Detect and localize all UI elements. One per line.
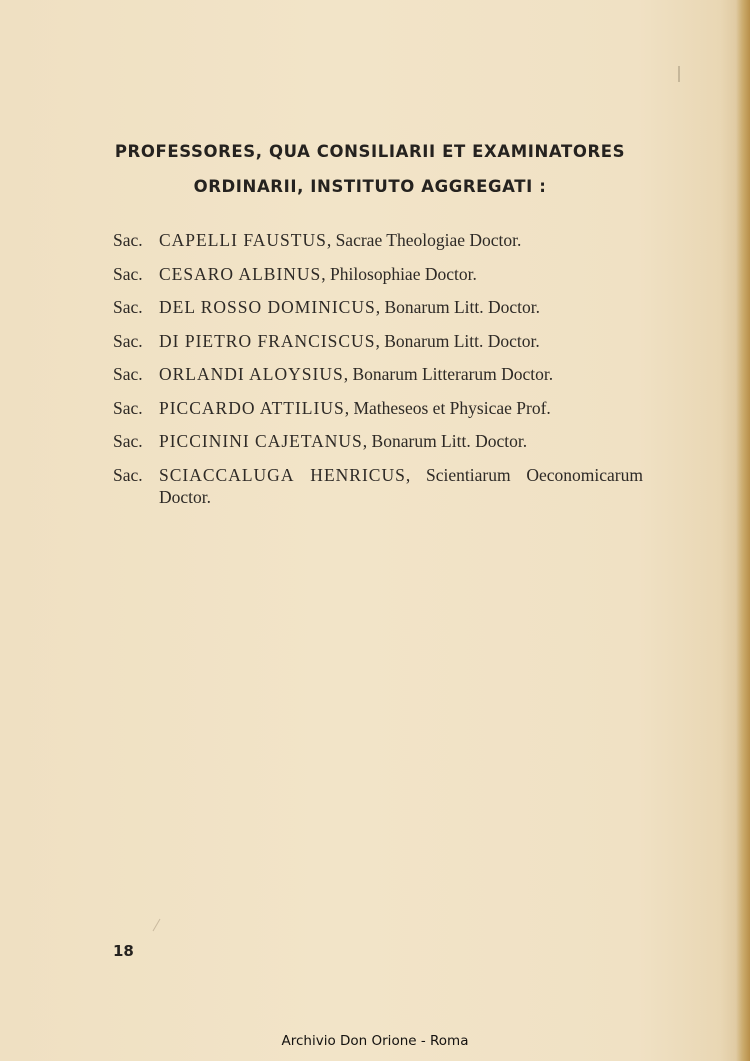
entry-title: Sac. <box>113 330 143 351</box>
entry-name: SCIACCALUGA HENRICUS <box>159 464 406 485</box>
entry-title: Sac. <box>113 364 143 384</box>
list-item <box>113 430 643 452</box>
entry-name: CESARO ALBINUS <box>159 263 322 284</box>
entry-name: DEL ROSSO DOMINICUS <box>159 297 376 317</box>
entry-degree: Bonarum Litt. Doctor. <box>384 297 541 317</box>
entry-degree: Philosophiae Doctor. <box>330 263 477 284</box>
entry-separator: , <box>362 431 368 451</box>
entry-title: Sac. <box>113 464 143 485</box>
entry-title: Sac. <box>113 297 143 317</box>
entry-separator: , <box>405 464 411 485</box>
entry-name: DI PIETRO FRANCISCUS <box>159 330 376 351</box>
list-item <box>113 330 643 352</box>
list-item <box>113 296 643 318</box>
entry-title: Sac. <box>113 431 143 451</box>
entry-body <box>159 330 643 352</box>
entry-degree: Sacrae Theologiae Doctor. <box>335 230 522 250</box>
section-heading-line-1: PROFESSORES, QUA CONSILIARII ET EXAMINATORES <box>114 142 626 161</box>
entry-separator: , <box>343 364 349 384</box>
entry-separator: , <box>344 397 350 418</box>
entry-title: Sac. <box>113 230 143 250</box>
section-heading-line-2: ORDINARII, INSTITUTO AGGREGATI : <box>193 177 547 196</box>
entry-separator: , <box>375 297 381 317</box>
list-item <box>113 263 643 285</box>
entry-degree: Bonarum Litt. Doctor. <box>384 330 540 351</box>
list-item <box>113 229 643 251</box>
entry-name: CAPELLI FAUSTUS <box>159 230 327 250</box>
entry-body <box>159 263 643 285</box>
entry-name: PICCARDO ATTILIUS <box>159 397 345 418</box>
entry-separator: , <box>326 230 332 250</box>
entry-title: Sac. <box>113 263 143 284</box>
entry-degree: Scientiarum Oeconomicarum Doctor. <box>159 464 643 507</box>
page-edge-shadow <box>736 0 750 1061</box>
professor-list <box>113 229 643 519</box>
entry-body <box>159 397 643 419</box>
paper-speck <box>678 66 680 82</box>
entry-degree: Bonarum Litt. Doctor. <box>371 431 528 451</box>
list-item <box>113 464 643 508</box>
entry-name: ORLANDI ALOYSIUS <box>159 364 344 384</box>
list-item <box>113 363 643 385</box>
entry-degree: Matheseos et Physicae Prof. <box>353 397 551 418</box>
entry-separator: , <box>375 330 380 351</box>
entry-degree: Bonarum Litterarum Doctor. <box>352 364 554 384</box>
entry-name: PICCININI CAJETANUS <box>159 431 363 451</box>
entry-title: Sac. <box>113 397 143 418</box>
paper-speck <box>153 919 161 932</box>
page-number: 18 <box>113 942 134 960</box>
entry-body <box>159 430 643 452</box>
entry-separator: , <box>321 263 326 284</box>
entry-body <box>159 363 643 385</box>
entry-body <box>159 464 643 508</box>
list-item <box>113 397 643 419</box>
entry-body <box>159 296 643 318</box>
entry-body <box>159 229 643 251</box>
archive-footer: Archivio Don Orione - Roma <box>281 1033 469 1049</box>
